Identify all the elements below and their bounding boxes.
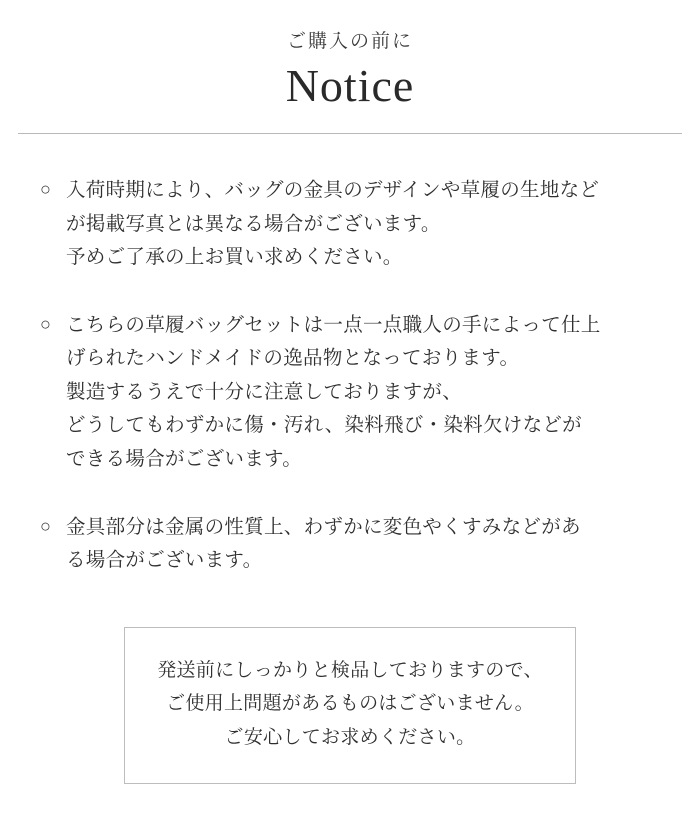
list-item (40, 174, 666, 275)
header-divider (18, 133, 682, 134)
footer-message-box (124, 627, 576, 784)
note-line: 予めご了承の上お買い求めください。 (66, 246, 403, 269)
page-header (0, 0, 700, 134)
footer-message-line: ご安心してお求めください。 (224, 727, 476, 749)
note-line: できる場合がございます。 (66, 448, 303, 470)
note-line: こちらの草履バッグセットは一点一点職人の手によって仕上 (66, 313, 601, 336)
header-subtitle: ご購入の前に (286, 31, 413, 52)
note-line: 入荷時期により、バッグの金具のデザインや草履の生地など (66, 179, 600, 202)
bullet-circle-icon: ○ (40, 515, 52, 536)
note-line: 金具部分は金属の性質上、わずかに変色やくすみなどがあ (66, 515, 581, 538)
list-item (40, 511, 666, 578)
footer-message-line: 発送前にしっかりと検品しておりますので、 (157, 659, 543, 681)
bullet-circle-icon: ○ (40, 313, 52, 334)
footer-message-wrapper (0, 627, 700, 784)
notice-list (0, 174, 700, 577)
list-item (40, 309, 666, 477)
note-line: が掲載写真とは異なる場合がございます。 (66, 212, 441, 235)
note-line: どうしてもわずかに傷・汚れ、染料飛び・染料欠けなどが (66, 414, 582, 437)
note-line: げられたハンドメイドの逸品物となっております。 (66, 347, 520, 370)
note-line: 製造するうえで十分に注意しておりますが、 (66, 380, 463, 403)
note-line: る場合がございます。 (66, 549, 263, 572)
footer-message-line: ご使用上問題があるものはございません。 (166, 693, 534, 715)
page-title: Notice (285, 59, 415, 111)
bullet-circle-icon: ○ (40, 179, 52, 200)
